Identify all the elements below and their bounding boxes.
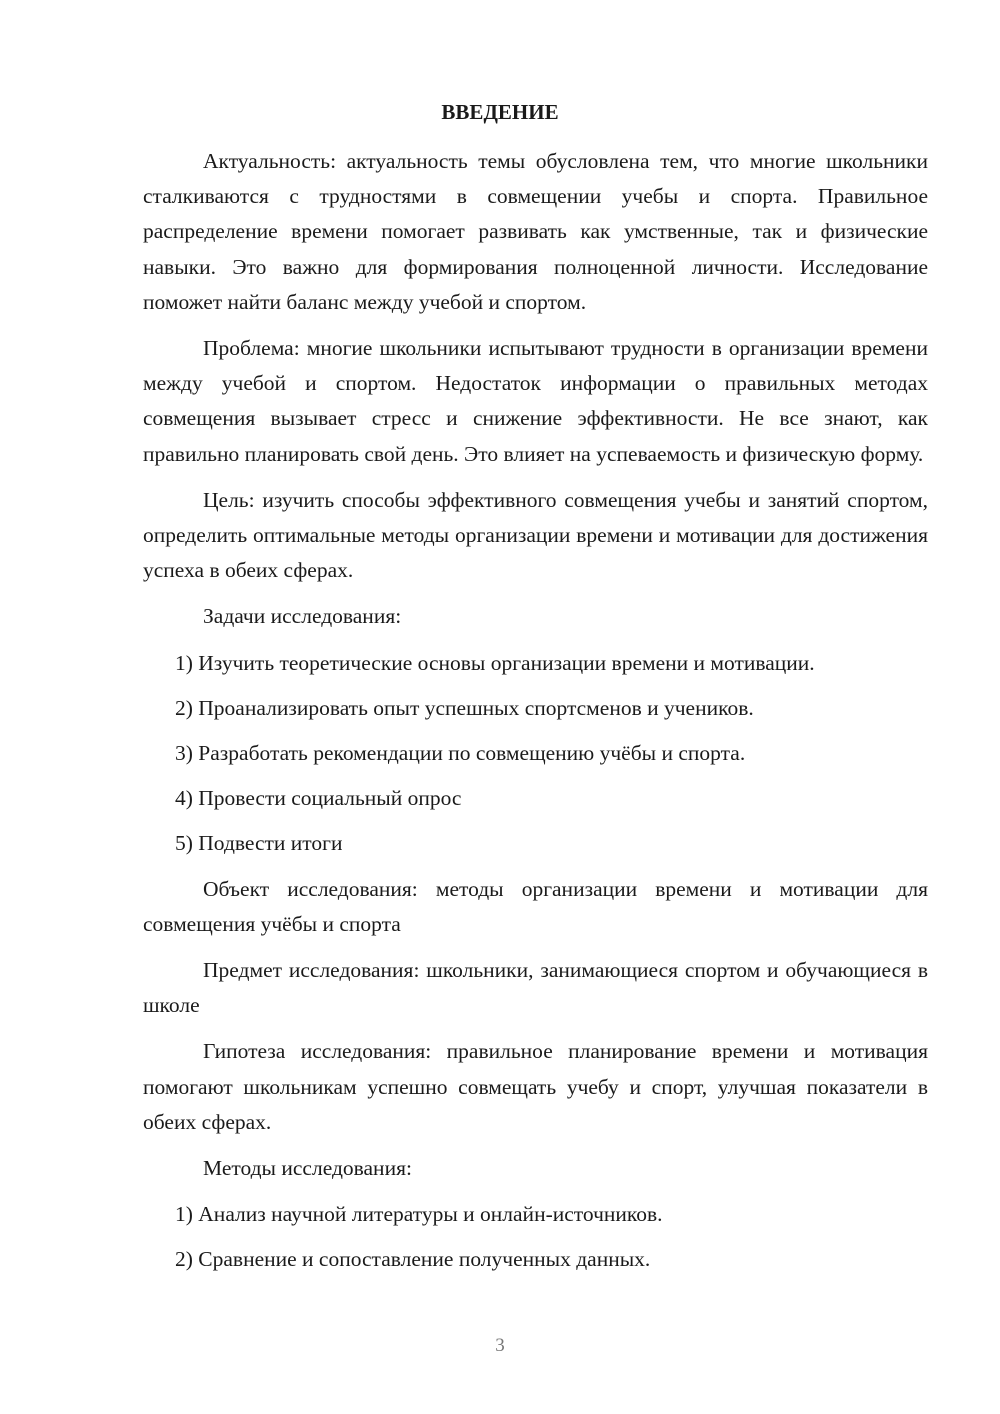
list-item: 3) Разработать рекомендации по совмещению учёбы и спорта. — [175, 741, 746, 766]
methods-list — [143, 1197, 928, 1277]
hypothesis-paragraph: Гипотеза исследования: правильное планирование времени и мотивация помогают школьникам успешно совмещать учебу и спорт, улучшая показатели в обеих сферах. — [143, 1039, 928, 1134]
subject-paragraph: Предмет исследования: школьники, занимающиеся спортом и обучающиеся в школе — [143, 958, 928, 1018]
relevance-paragraph: Актуальность: актуальность темы обусловлена тем, что многие школьники сталкиваются с трудностями в совмещении учебы и спорта. Правильное распределение времени помогает развивать как умственные, так и физические навыки. Это важно для формирования полноценной личности. Исследование поможет найти баланс между учебой и спортом. — [143, 149, 928, 314]
tasks-heading: Задачи исследования: — [203, 604, 402, 629]
methods-heading: Методы исследования: — [203, 1156, 412, 1181]
object-paragraph: Объект исследования: методы организации времени и мотивации для совмещения учёбы и спорта — [143, 876, 928, 936]
list-item: 2) Проанализировать опыт успешных спортсменов и учеников. — [175, 695, 754, 720]
list-item: 4) Провести социальный опрос — [175, 786, 462, 811]
document-body — [143, 144, 928, 1288]
problem-paragraph: Проблема: многие школьники испытывают трудности в организации времени между учебой и спортом. Недостаток информации о правильных методах совмещения вызывает стресс и снижение эффективности. Не все знают, как правильно планировать свой день. Это влияет на успеваемость и физическую форму. — [143, 336, 928, 466]
page-number: 3 — [495, 1335, 505, 1356]
page-title: ВВЕДЕНИЕ — [441, 100, 559, 124]
goal-paragraph: Цель: изучить способы эффективного совмещения учебы и занятий спортом, определить оптимальные методы организации времени и мотивации для достижения успеха в обеих сферах. — [143, 487, 928, 583]
list-item: 1) Изучить теоретические основы организации времени и мотивации. — [175, 650, 815, 675]
tasks-list — [143, 646, 928, 862]
list-item: 5) Подвести итоги — [175, 831, 343, 856]
list-item: 2) Сравнение и сопоставление полученных данных. — [175, 1247, 651, 1272]
list-item: 1) Анализ научной литературы и онлайн-источников. — [175, 1202, 663, 1227]
